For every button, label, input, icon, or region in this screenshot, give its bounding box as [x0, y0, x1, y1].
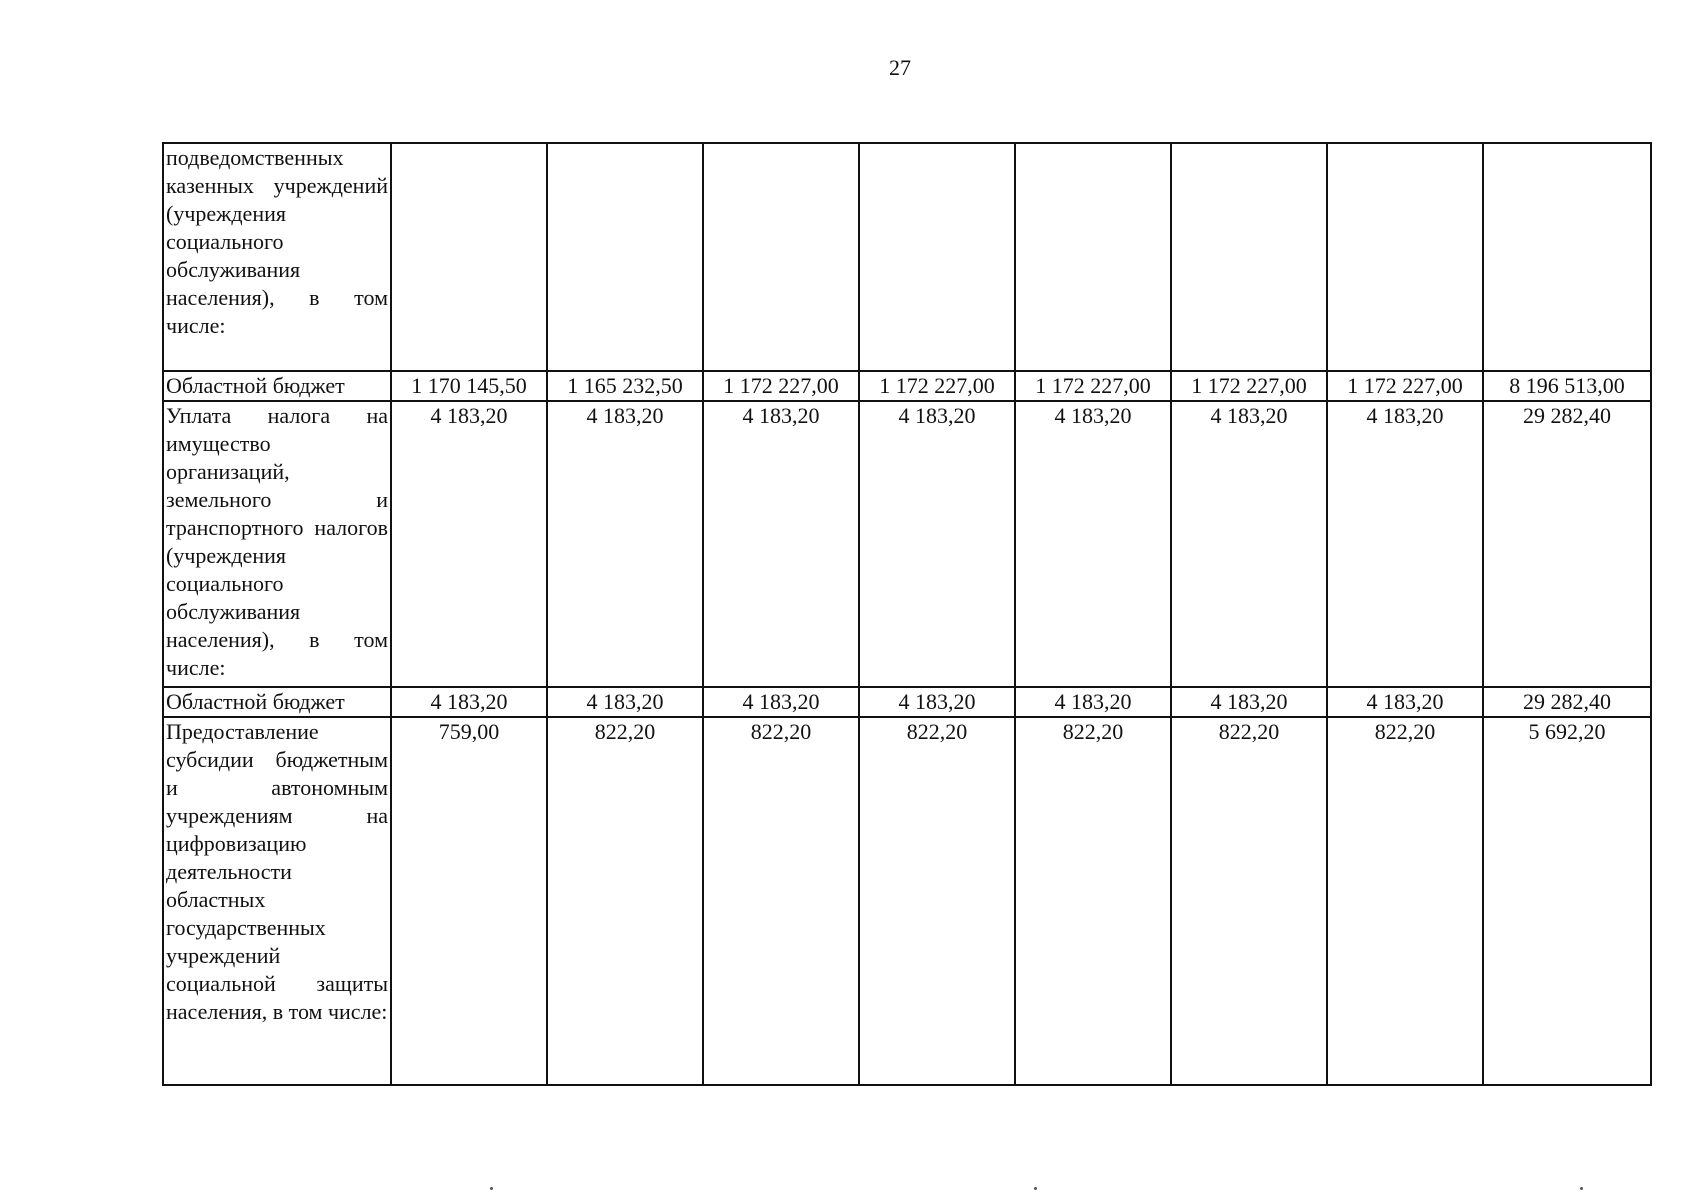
total-cell: 29 282,40 — [1483, 401, 1651, 687]
row-description: подведомственных казенных учреждений (учреждения социального обслуживания населения), в том числе: — [163, 143, 391, 371]
value-cell: 4 183,20 — [1327, 687, 1483, 717]
value-cell: 1 172 227,00 — [859, 371, 1015, 401]
value-cell — [391, 143, 547, 371]
table-row — [163, 687, 1651, 717]
page-number: 27 — [889, 55, 911, 80]
table-row — [163, 717, 1651, 1085]
total-cell: 29 282,40 — [1483, 687, 1651, 717]
budget-table — [162, 142, 1652, 1086]
value-cell: 1 172 227,00 — [1015, 371, 1171, 401]
total-cell: 5 692,20 — [1483, 717, 1651, 1085]
value-cell: 4 183,20 — [391, 401, 547, 687]
value-cell: 4 183,20 — [391, 687, 547, 717]
value-cell: 1 172 227,00 — [1171, 371, 1327, 401]
table-row — [163, 143, 1651, 371]
scan-speck — [1580, 1187, 1583, 1190]
value-cell — [703, 143, 859, 371]
table-row — [163, 371, 1651, 401]
value-cell — [1015, 143, 1171, 371]
total-cell: 8 196 513,00 — [1483, 371, 1651, 401]
value-cell: 822,20 — [1171, 717, 1327, 1085]
row-description: Предоставление субсидии бюджетным и автономным учреждениям на цифровизацию деятельности областных государственных учреждений социальной защиты населения, в том числе: — [163, 717, 391, 1085]
value-cell: 4 183,20 — [1015, 401, 1171, 687]
value-cell: 4 183,20 — [1171, 401, 1327, 687]
value-cell: 4 183,20 — [859, 401, 1015, 687]
value-cell: 4 183,20 — [547, 401, 703, 687]
value-cell: 4 183,20 — [547, 687, 703, 717]
value-cell: 4 183,20 — [1015, 687, 1171, 717]
value-cell: 822,20 — [1015, 717, 1171, 1085]
value-cell — [1171, 143, 1327, 371]
value-cell: 4 183,20 — [1327, 401, 1483, 687]
value-cell: 822,20 — [703, 717, 859, 1085]
total-cell — [1483, 143, 1651, 371]
value-cell: 4 183,20 — [1171, 687, 1327, 717]
scan-speck — [1034, 1187, 1037, 1190]
value-cell: 1 172 227,00 — [1327, 371, 1483, 401]
table-body — [163, 143, 1651, 1085]
scan-speck — [490, 1187, 493, 1190]
row-description: Уплата налога на имущество организаций, земельного и транспортного налогов (учреждения социального обслуживания населения), в том числе: — [163, 401, 391, 687]
value-cell: 822,20 — [547, 717, 703, 1085]
value-cell — [1327, 143, 1483, 371]
value-cell: 1 172 227,00 — [703, 371, 859, 401]
value-cell: 4 183,20 — [703, 401, 859, 687]
table-row — [163, 401, 1651, 687]
value-cell: 4 183,20 — [859, 687, 1015, 717]
value-cell: 822,20 — [859, 717, 1015, 1085]
value-cell — [859, 143, 1015, 371]
value-cell: 4 183,20 — [703, 687, 859, 717]
value-cell: 822,20 — [1327, 717, 1483, 1085]
row-description: Областной бюджет — [163, 371, 391, 401]
value-cell: 1 165 232,50 — [547, 371, 703, 401]
value-cell: 1 170 145,50 — [391, 371, 547, 401]
row-description: Областной бюджет — [163, 687, 391, 717]
value-cell — [547, 143, 703, 371]
value-cell: 759,00 — [391, 717, 547, 1085]
